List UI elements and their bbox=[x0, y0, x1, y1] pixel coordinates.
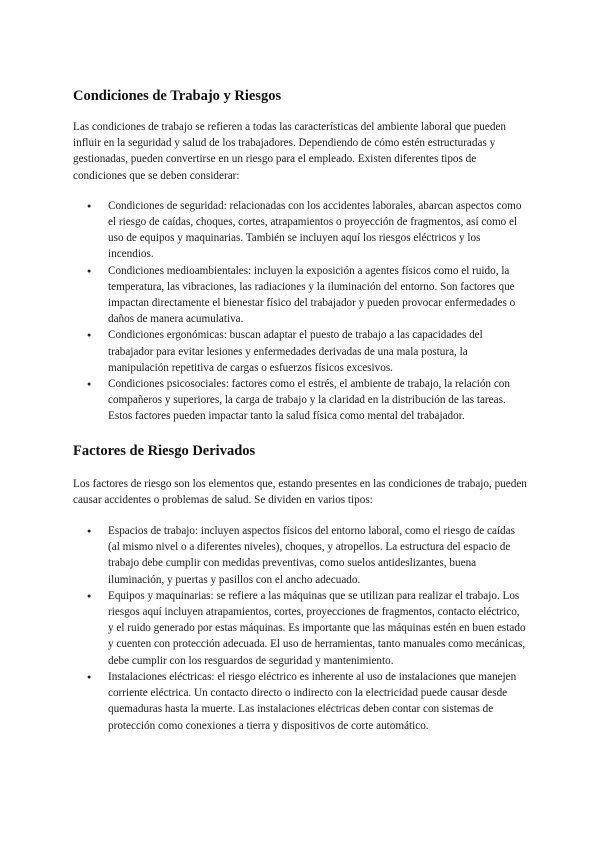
list-item-instalaciones-electricas: ● Instalaciones eléctricas: el riesgo eléctrico es inherente al uso de instalaciones que manejen corriente eléctrica. Un contacto directo o indirecto con la electricidad puede causar desde quemaduras hasta la muerte. Las instalaciones eléctricas deben contar con sistemas de protección como conexiones a tierra y dispositivos de corte automático. bbox=[73, 669, 527, 734]
list-item-condiciones-seguridad: ● Condiciones de seguridad: relacionadas con los accidentes laborales, abarcan aspectos como el riesgo de caídas, choques, cortes, atrapamientos o proyección de fragmentos, así como el uso de equipos y maquinarias. También se incluyen aquí los riesgos eléctricos y los incendios. bbox=[73, 198, 527, 263]
list-item-condiciones-medioambientales: ● Condiciones medioambientales: incluyen la exposición a agentes físicos como el ruido, la temperatura, las vibraciones, las radiaciones y la iluminación del entorno. Son factores que impactan directamente el bienestar físico del trabajador y pueden provocar enfermedades o daños de manera acumulativa. bbox=[73, 263, 527, 328]
section-intro-condiciones: Las condiciones de trabajo se refieren a todas las características del ambiente laboral que pueden influir en la seguridad y salud de los trabajadores. Dependiendo de cómo estén estructuradas y gestionadas, pueden convertirse en un riesgo para el empleado. Existen diferentes tipos de condiciones que se deben considerar: bbox=[73, 121, 507, 182]
list-item-condiciones-ergonomicas: ● Condiciones ergonómicas: buscan adaptar el puesto de trabajo a las capacidades del trabajador para evitar lesiones y enfermedades derivadas de una mala postura, la manipulación repetitiva de cargas o esfuerzos físicos excesivos. bbox=[73, 327, 527, 376]
section-title-condiciones: Condiciones de Trabajo y Riesgos bbox=[73, 88, 282, 104]
list-item-espacios-trabajo: ● Espacios de trabajo: incluyen aspectos físicos del entorno laboral, como el riesgo de caídas (al mismo nivel o a diferentes niveles), choques, y atropellos. La estructura del espacio de trabajo debe cumplir con medidas preventivas, como suelos antideslizantes, buena iluminación, y puertas y pasillos con el ancho adecuado. bbox=[73, 523, 527, 588]
section-title-factores: Factores de Riesgo Derivados bbox=[73, 442, 256, 459]
bullet-list-condiciones bbox=[73, 198, 527, 425]
list-item-condiciones-psicosociales: ● Condiciones psicosociales: factores como el estrés, el ambiente de trabajo, la relación con compañeros y superiores, la carga de trabajo y la claridad en la distribución de las tareas. Estos factores pueden impactar tanto la salud física como mental del trabajador. bbox=[73, 376, 527, 425]
list-item-equipos-maquinarias: ● Equipos y maquinarias: se refiere a las máquinas que se utilizan para realizar el trabajo. Los riesgos aquí incluyen atrapamientos, cortes, proyecciones de fragmentos, contacto eléctrico, y el ruido generado por estas máquinas. Es importante que las máquinas estén en buen estado y cuenten con protección adecuada. El uso de herramientas, tanto manuales como mecánicas, debe cumplir con los resguardos de seguridad y mantenimiento. bbox=[73, 588, 527, 669]
bullet-list-factores bbox=[73, 523, 527, 734]
section-intro-factores: Los factores de riesgo son los elementos que, estando presentes en las condiciones de trabajo, pueden causar accidentes o problemas de salud. Se dividen en varios tipos: bbox=[73, 477, 527, 506]
